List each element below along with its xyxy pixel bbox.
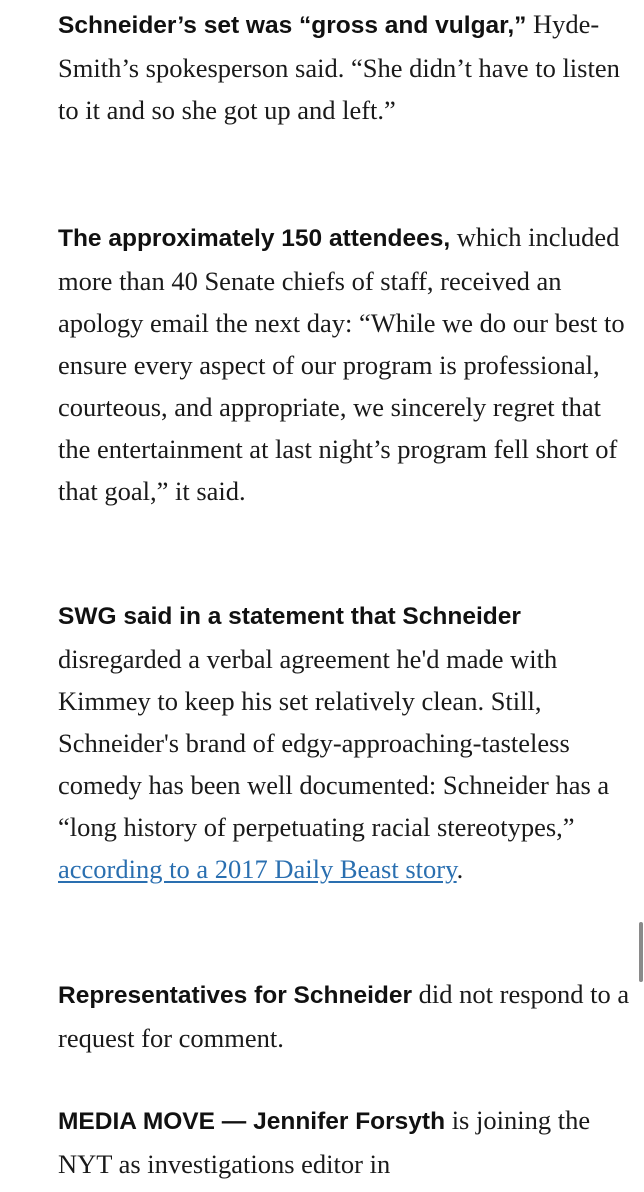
paragraph-text: Hyde-Smith’s spokesperson said. “She didn’t have to listen to it and so she got up and left.” <box>58 9 620 125</box>
paragraph-swg-statement <box>58 594 633 890</box>
paragraph-text: disregarded a verbal agreement he'd made with Kimmey to keep his set relatively clean. Still, Schneider's brand of edgy-approaching-tasteless comedy has been well documented: Schneider has a “long history of perpetuating racial stereotypes,” <box>58 644 610 842</box>
daily-beast-story-link[interactable]: according to a 2017 Daily Beast story <box>58 854 457 884</box>
paragraph-representatives <box>58 973 633 1059</box>
paragraph-text: is joining the NYT as investigations editor in <box>58 1105 591 1179</box>
paragraph-hyde-smith-spokesperson <box>58 3 633 131</box>
paragraph-text-tail: . <box>456 854 464 884</box>
paragraph-media-move <box>58 1099 633 1185</box>
paragraph-lead: Schneider’s set was “gross and vulgar,” <box>58 12 527 39</box>
paragraph-lead: SWG said in a statement that Schneider <box>58 603 521 630</box>
paragraph-text: did not respond to a request for comment. <box>58 979 630 1053</box>
paragraph-attendees-apology <box>58 216 633 512</box>
paragraph-text: which included more than 40 Senate chiefs of staff, received an apology email the next day: “While we do our best to ensure every aspect of our program is professional, courteous, and appropriate, we sincerely regret that the entertainment at last night’s program fell short of that goal,” it said. <box>58 222 625 506</box>
paragraph-lead: Representatives for Schneider <box>58 982 413 1009</box>
paragraph-lead: MEDIA MOVE — Jennifer Forsyth <box>58 1108 446 1135</box>
vertical-scrollbar[interactable] <box>639 922 643 982</box>
paragraph-lead: The approximately 150 attendees, <box>58 225 451 252</box>
